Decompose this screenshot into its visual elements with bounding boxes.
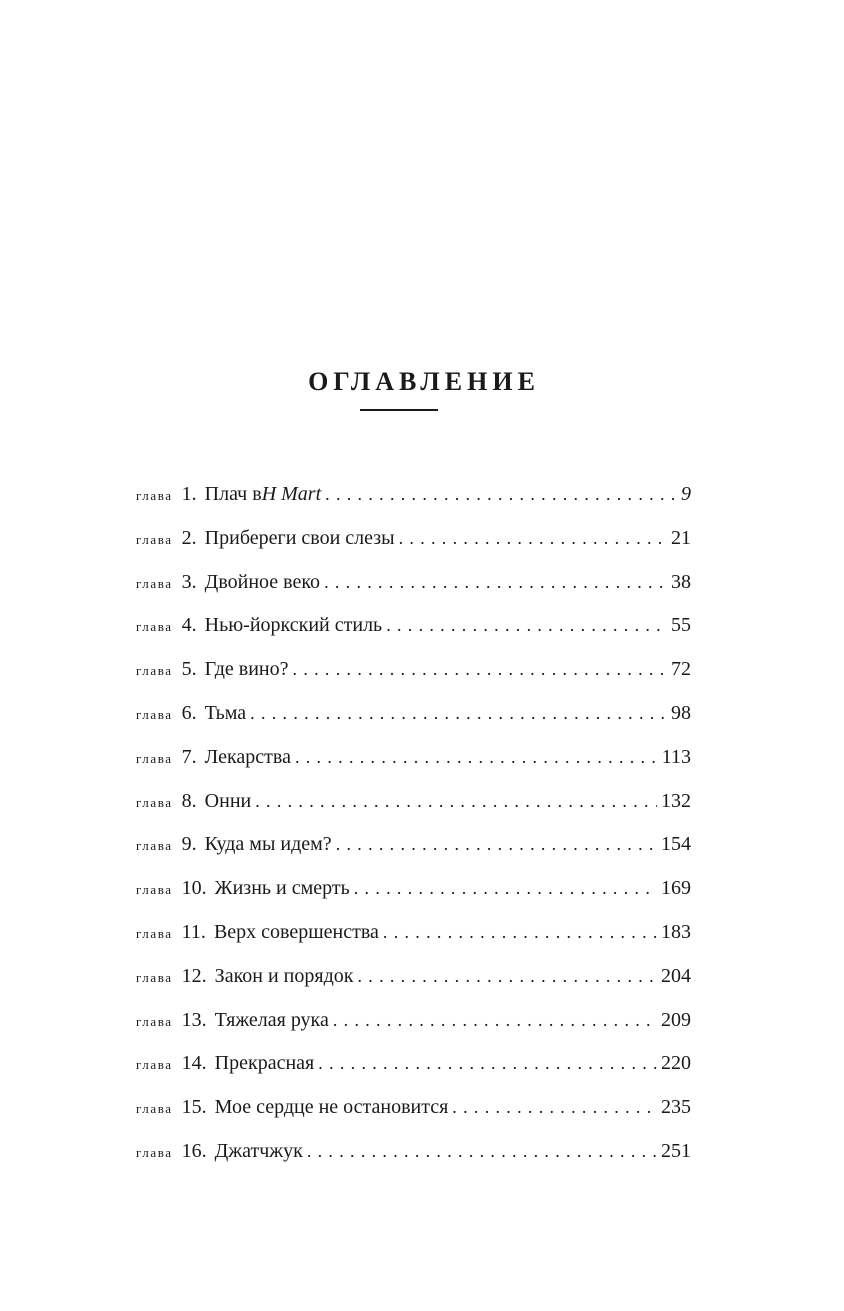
chapter-number: 9. bbox=[181, 833, 197, 856]
chapter-title: Онни bbox=[204, 789, 252, 812]
chapter-word: глава bbox=[136, 794, 173, 810]
chapter-word: глава bbox=[136, 575, 173, 591]
dot-leader bbox=[293, 653, 667, 685]
dot-leader bbox=[250, 697, 667, 729]
chapter-number: 1. bbox=[181, 483, 197, 505]
toc-row[interactable] bbox=[136, 785, 691, 829]
page-number: 9 bbox=[681, 483, 691, 505]
toc-row[interactable] bbox=[136, 522, 691, 566]
chapter-number: 13. bbox=[181, 1008, 207, 1031]
page-number: 55 bbox=[671, 614, 691, 637]
chapter-number: 6. bbox=[181, 701, 197, 724]
dot-leader bbox=[307, 1135, 657, 1167]
chapter-number: 14. bbox=[181, 1052, 207, 1075]
dot-leader bbox=[386, 609, 667, 641]
chapter-word: глава bbox=[136, 1057, 173, 1073]
toc-row[interactable] bbox=[136, 960, 691, 1004]
chapter-title-italic: H Mart bbox=[261, 483, 322, 505]
page-number: 204 bbox=[661, 964, 691, 987]
chapter-title: Куда мы идем? bbox=[204, 833, 332, 856]
dot-leader bbox=[399, 522, 667, 554]
chapter-title: Тьма bbox=[204, 701, 247, 724]
chapter-title: Верх совершенства bbox=[213, 920, 379, 943]
dot-leader bbox=[357, 960, 657, 992]
chapter-title: Жизнь и смерть bbox=[214, 877, 350, 900]
dot-leader bbox=[383, 916, 657, 948]
page-number: 183 bbox=[661, 920, 691, 943]
chapter-number: 3. bbox=[181, 570, 197, 593]
chapter-title: Джатчжук bbox=[214, 1139, 303, 1162]
chapter-word: глава bbox=[136, 882, 173, 898]
chapter-word: глава bbox=[136, 531, 173, 547]
table-of-contents bbox=[136, 478, 691, 1179]
page-number: 38 bbox=[671, 570, 691, 593]
dot-leader bbox=[325, 478, 677, 510]
chapter-word: глава bbox=[136, 925, 173, 941]
page-number: 72 bbox=[671, 658, 691, 681]
chapter-number: 5. bbox=[181, 658, 197, 681]
page-title: ОГЛАВЛЕНИЕ bbox=[308, 367, 540, 397]
chapter-word: глава bbox=[136, 488, 173, 503]
dot-leader bbox=[452, 1091, 657, 1123]
chapter-number: 8. bbox=[181, 789, 197, 812]
chapter-number: 15. bbox=[181, 1096, 207, 1119]
toc-row[interactable] bbox=[136, 1004, 691, 1048]
chapter-number: 4. bbox=[181, 614, 197, 637]
chapter-title: Мое сердце не остановится bbox=[214, 1096, 449, 1119]
toc-row[interactable] bbox=[136, 697, 691, 741]
page-number: 132 bbox=[661, 789, 691, 812]
title-divider bbox=[360, 409, 438, 411]
dot-leader bbox=[255, 785, 657, 817]
chapter-number: 16. bbox=[181, 1139, 207, 1162]
dot-leader bbox=[324, 566, 667, 598]
chapter-title: Двойное веко bbox=[204, 570, 321, 593]
toc-row[interactable] bbox=[136, 653, 691, 697]
page-number: 209 bbox=[661, 1008, 691, 1031]
toc-row[interactable] bbox=[136, 478, 691, 522]
toc-row[interactable] bbox=[136, 872, 691, 916]
page-number: 98 bbox=[671, 701, 691, 724]
toc-row[interactable] bbox=[136, 916, 691, 960]
chapter-number: 2. bbox=[181, 526, 197, 549]
dot-leader bbox=[336, 828, 657, 860]
chapter-word: глава bbox=[136, 706, 173, 722]
dot-leader bbox=[333, 1004, 657, 1036]
page-number: 220 bbox=[661, 1052, 691, 1075]
chapter-word: глава bbox=[136, 838, 173, 854]
page-number: 235 bbox=[661, 1096, 691, 1119]
dot-leader bbox=[354, 872, 657, 904]
page-number: 113 bbox=[661, 745, 691, 768]
chapter-title: Тяжелая рука bbox=[214, 1008, 329, 1031]
dot-leader bbox=[318, 1047, 657, 1079]
chapter-number: 11. bbox=[181, 920, 206, 943]
chapter-word: глава bbox=[136, 1013, 173, 1029]
toc-row[interactable] bbox=[136, 609, 691, 653]
page-number: 169 bbox=[661, 877, 691, 900]
chapter-word: глава bbox=[136, 969, 173, 985]
chapter-title: Закон и порядок bbox=[214, 964, 354, 987]
chapter-word: глава bbox=[136, 750, 173, 766]
chapter-word: глава bbox=[136, 1144, 173, 1160]
chapter-title: Прибереги свои слезы bbox=[204, 526, 395, 549]
chapter-number: 10. bbox=[181, 877, 207, 900]
chapter-title: Плач в bbox=[204, 483, 262, 505]
toc-row[interactable] bbox=[136, 1047, 691, 1091]
chapter-title: Нью-йоркский стиль bbox=[204, 614, 383, 637]
chapter-number: 12. bbox=[181, 964, 207, 987]
chapter-word: глава bbox=[136, 663, 173, 679]
page-number: 251 bbox=[661, 1139, 691, 1162]
chapter-word: глава bbox=[136, 1101, 173, 1117]
chapter-title: Прекрасная bbox=[214, 1052, 315, 1075]
toc-row[interactable] bbox=[136, 828, 691, 872]
chapter-title: Лекарства bbox=[204, 745, 291, 768]
toc-row[interactable] bbox=[136, 1135, 691, 1179]
chapter-number: 7. bbox=[181, 745, 197, 768]
toc-row[interactable] bbox=[136, 1091, 691, 1135]
page-number: 21 bbox=[671, 526, 691, 549]
toc-row[interactable] bbox=[136, 741, 691, 785]
chapter-title: Где вино? bbox=[204, 658, 289, 681]
toc-row[interactable] bbox=[136, 566, 691, 610]
dot-leader bbox=[295, 741, 658, 773]
page-number: 154 bbox=[661, 833, 691, 856]
chapter-word: глава bbox=[136, 619, 173, 635]
